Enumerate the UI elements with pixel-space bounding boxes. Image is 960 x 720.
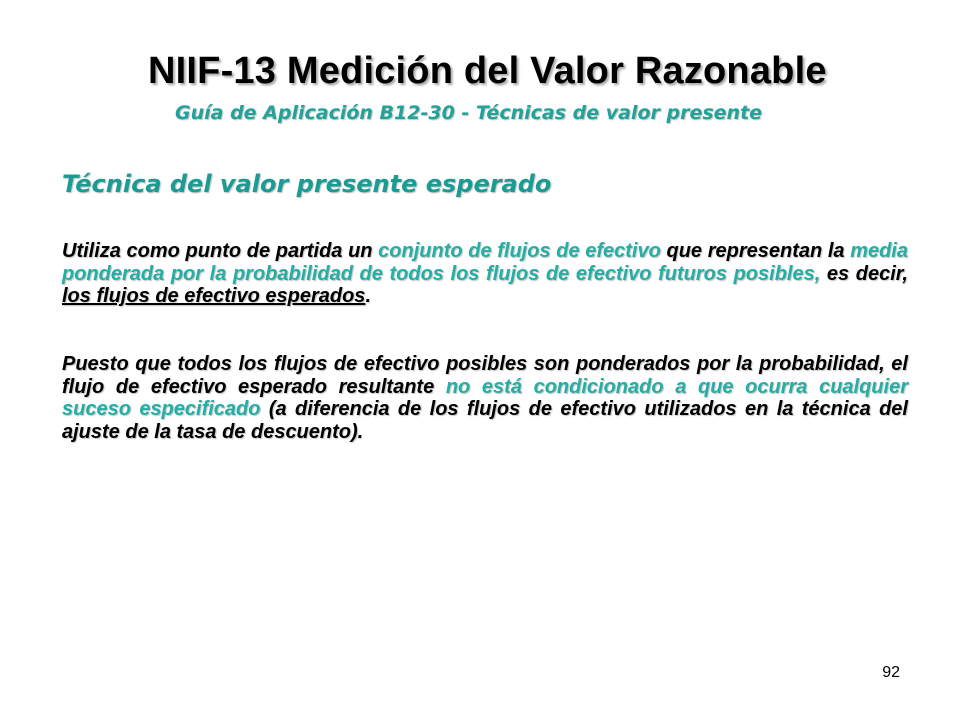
paragraph1-text: Utiliza como punto de partida un	[62, 240, 379, 262]
slide-title: NIIF-13 Medición del Valor Razonable	[148, 50, 827, 92]
paragraph-probability-weighted	[62, 353, 908, 443]
page-number: 92	[882, 664, 900, 681]
paragraph1-highlight-weighted-mean: media ponderada por la probabilidad de todos los flujos de efectivo futuros posibles,	[62, 240, 908, 285]
paragraph2-text: (a diferencia de los flujos de efectivo utilizados en la técnica del ajuste de la tasa de descuento).	[62, 398, 908, 443]
paragraph1-highlight-cash-flows: conjunto de flujos de efectivo	[378, 240, 661, 262]
paragraph1-text: es decir,	[820, 262, 908, 285]
paragraph2-text: Puesto que todos los flujos de efectivo posibles son ponderados por la probabilidad, el flujo de efectivo esperado resultante	[62, 353, 908, 398]
slide-subtitle: Guía de Aplicación B12-30 - Técnicas de valor presente	[175, 102, 763, 124]
section-heading: Técnica del valor presente esperado	[62, 170, 552, 198]
paragraph1-underlined-expected-flows: los flujos de efectivo esperados	[62, 285, 366, 307]
paragraph1-text: que representan la	[660, 240, 851, 262]
paragraph2-highlight-not-conditioned: no está condicionado a que ocurra cualquier suceso especificado	[62, 375, 908, 420]
paragraph-expected-present-value	[62, 240, 908, 308]
paragraph1-text: .	[365, 285, 371, 307]
